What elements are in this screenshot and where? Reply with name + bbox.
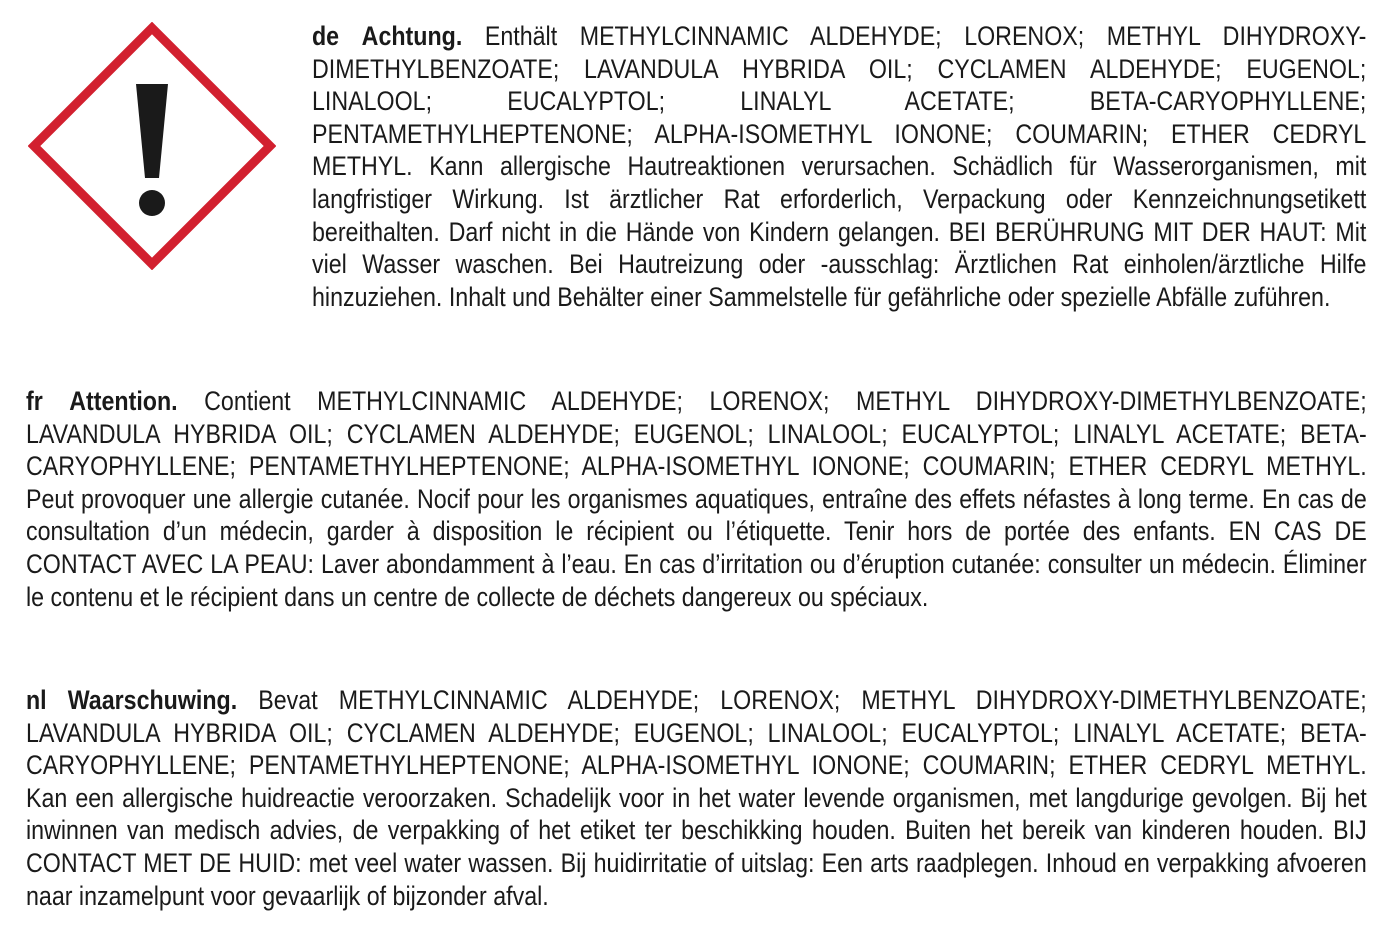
warning-text-nl (26, 684, 1367, 912)
hazard-statement-nl: Bevat METHYLCINNAMIC ALDEHYDE; LORENOX; METHYL DIHYDROXY-DIMETHYLBENZOATE; LAVANDULA HYBRIDA OIL; CYCLAMEN ALDEHYDE; EUGENOL; LINALOOL; EUCALYPTOL; LINALYL ACETATE; BETA-CARYOPHYLLENE; PENTAMETHYLHEPTENONE; ALPHA-ISOMETHYL IONONE; COUMARIN; ETHER CEDRYL METHYL. Kan een allergische huidreactie veroorzaken. Schadelijk voor in het water levende organismen, met langdurige gevolgen. Bij het inwinnen van medisch advies, de verpakking of het etiket ter beschikking houden. Buiten het bereik van kinderen houden. BIJ CONTACT MET DE HUID: met veel water wassen. Bij huidirritatie of uitslag: Een arts raadplegen. Inhoud en verpakking afvoeren naar inzamelpunt voor gevaarlijk of bijzonder afval. (26, 685, 1367, 911)
hazard-statement-de: Enthält METHYLCINNAMIC ALDEHYDE; LORENOX; METHYL DIHYDROXY-DIMETHYLBENZOATE; LAVANDULA HYBRIDA OIL; CYCLAMEN ALDEHYDE; EUGENOL; LINALOOL; EUCALYPTOL; LINALYL ACETATE; BETA-CARYOPHYLLENE; PENTAMETHYLHEPTENONE; ALPHA-ISOMETHYL IONONE; COUMARIN; ETHER CEDRYL METHYL. Kann allergische Hautreaktionen verursachen. Schädlich für Wasserorganismen, mit langfristiger Wirkung. Ist ärztlicher Rat erforderlich, Verpackung oder Kennzeichnungsetikett bereithalten. Darf nicht in die Hände von Kindern gelangen. BEI BERÜHRUNG MIT DER HAUT: Mit viel Wasser waschen. Bei Hautreizung oder -ausschlag: Ärztlichen Rat einholen/ärztliche Hilfe hinzuziehen. Inhalt und Behälter einer Sammelstelle für gefährliche oder spezielle Abfälle zuführen. (312, 21, 1367, 312)
signal-word-nl: Waarschuwing. (67, 685, 238, 715)
signal-word-de: Achtung. (361, 21, 463, 51)
language-code-fr: fr (26, 386, 43, 416)
language-code-de: de (312, 21, 340, 51)
hazard-statement-fr: Contient METHYLCINNAMIC ALDEHYDE; LORENOX; METHYL DIHYDROXY-DIMETHYLBENZOATE; LAVANDULA HYBRIDA OIL; CYCLAMEN ALDEHYDE; EUGENOL; LINALOOL; EUCALYPTOL; LINALYL ACETATE; BETA-CARYOPHYLLENE; PENTAMETHYLHEPTENONE; ALPHA-ISOMETHYL IONONE; COUMARIN; ETHER CEDRYL METHYL. Peut provoquer une allergie cutanée. Nocif pour les organismes aquatiques, entraîne des effets néfastes à long terme. En cas de consultation d’un médecin, garder à disposition le récipient ou l’étiquette. Tenir hors de portée des enfants. EN CAS DE CONTACT AVEC LA PEAU: Laver abondamment à l’eau. En cas d’irritation ou d’éruption cutanée: consulter un médecin. Éliminer le contenu et le récipient dans un centre de collecte de déchets dangereux ou spéciaux. (26, 386, 1367, 612)
warning-text-fr (26, 385, 1367, 613)
signal-word-fr: Attention. (69, 386, 178, 416)
warning-text-de (312, 20, 1366, 313)
hazard-pictogram (28, 22, 276, 270)
language-code-nl: nl (26, 685, 47, 715)
